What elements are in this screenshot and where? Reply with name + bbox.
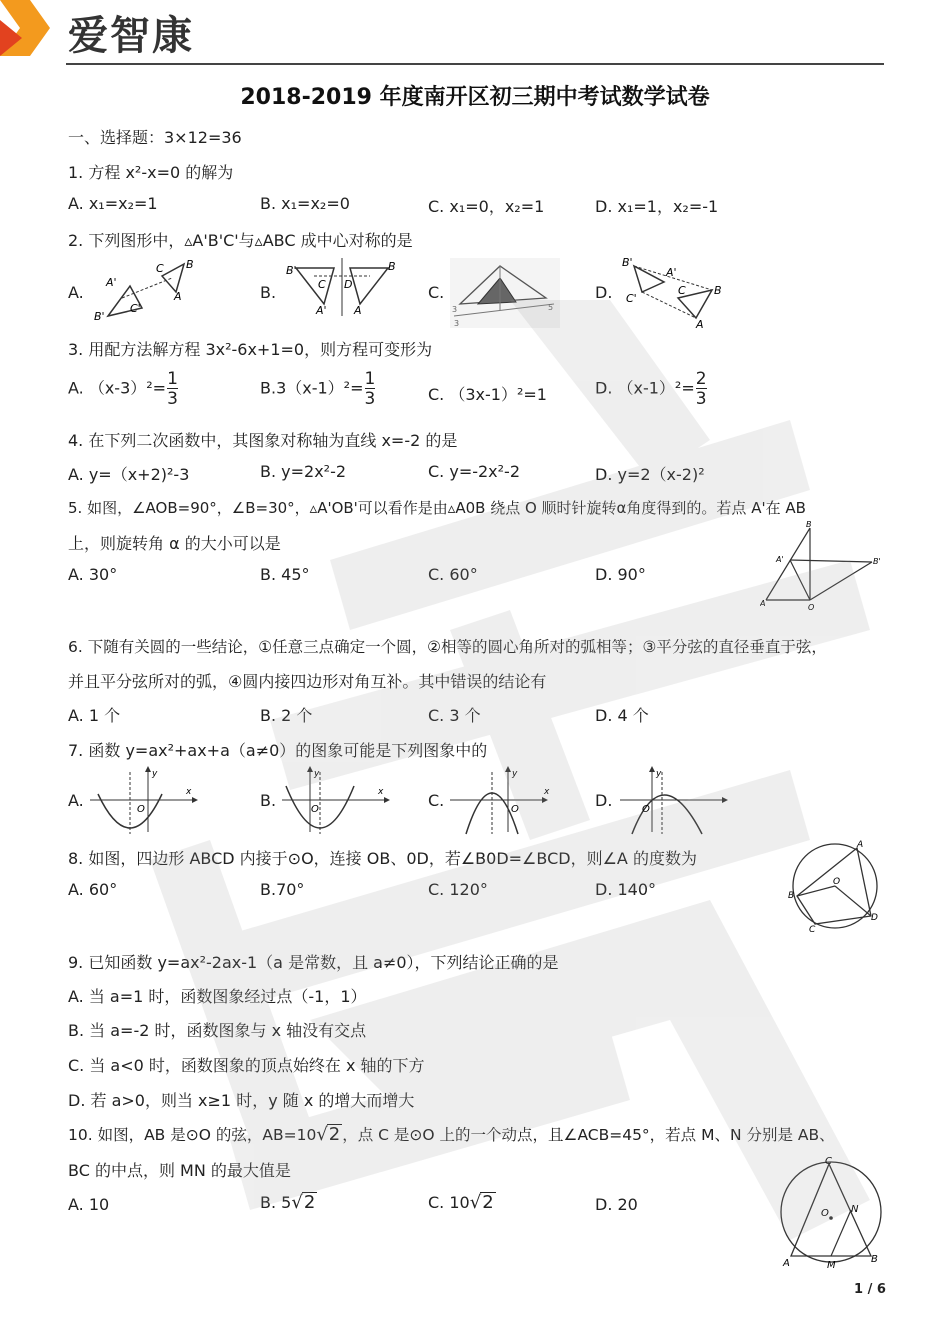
q3-option-a [68,370,178,408]
axis-label: x [544,787,550,797]
q5-option-d: D. 90° [595,565,646,584]
q2d-label: A [696,318,704,330]
q8-label: C [809,925,816,934]
q10-option-d: D. 20 [595,1195,638,1214]
q2a-label: A [174,290,182,303]
q2b-label: B [388,260,396,273]
q10-option-b-text: B. 5 [260,1193,292,1212]
q3-option-d-text: D. （x-1）²= [595,378,695,398]
brand-name: 爱智康 [68,13,194,59]
question-10-stem: 10. 如图，AB 是⊙O 的弦，AB=10√2 ，点 C 是⊙O 上的一个动点，且∠ACB=45°，若点 M、N 分别是 AB、 [68,1124,835,1145]
q8-option-c: C. 120° [428,880,488,899]
q7-graph-b [280,766,390,836]
radicand: 2 [303,1192,316,1213]
q7-option-d: D. [595,791,613,810]
q7-option-a: A. [68,791,84,810]
fraction [167,370,178,408]
q3-option-a-text: A. （x-3）²= [68,378,167,398]
q6-option-a: A. 1 个 [68,706,121,725]
question-6-stem-cont: 并且平分弦所对的弧，④圆内接四边形对角互补。其中错误的结论有 [68,672,547,691]
q8-option-a: A. 60° [68,880,118,899]
q8-option-d: D. 140° [595,880,657,899]
page-title: 2018-2019 年度南开区初三期中考试数学试卷 [240,85,710,110]
q1-option-d: D. x₁=1，x₂=-1 [595,197,719,216]
q4-option-a: A. y=（x+2)²-3 [68,465,190,484]
q2-option-a: A. [68,283,84,302]
q2d-label: C [678,284,686,297]
q9-option-d: D. 若 a>0，则当 x≥1 时，y 随 x 的增大而增大 [68,1091,415,1110]
q2-figure-a [92,256,202,324]
header-divider [66,63,884,65]
question-5-stem: 5. 如图，∠AOB=90°，∠B=30°，▵A'OB'可以看作是由▵A0B 绕点 O 顺时针旋转α角度得到的。若点 A'在 AB [68,499,806,517]
axis-label: x [378,787,384,797]
q9-option-b: B. 当 a=-2 时，函数图象与 x 轴没有交点 [68,1021,367,1040]
numerator: 1 [364,369,376,389]
fraction [696,370,707,408]
q2b-label: A [354,304,362,317]
q2c-label: 3 [452,305,458,314]
question-5-stem-cont: 上，则旋转角 α 的大小可以是 [68,534,281,553]
q2c-label: 3 [454,319,460,328]
q3-option-b-text: B.3（x-1）²= [260,378,364,398]
q10-option-c-text: C. 10 [428,1193,470,1212]
q1-option-c: C. x₁=0，x₂=1 [428,197,545,216]
q3-option-c: C. （3x-1）²=1 [428,385,547,404]
q2b-label: A' [316,304,327,317]
q10-stem-part: 10. 如图，AB 是⊙O 的弦，AB=10 [68,1126,317,1144]
axis-label: x [186,787,192,797]
denominator: 3 [695,389,707,409]
q2-option-c: C. [428,283,445,302]
question-10-stem-cont: BC 的中点，则 MN 的最大值是 [68,1161,291,1180]
radicand: 2 [328,1124,341,1145]
numerator: 2 [695,369,707,389]
question-1-stem: 1. 方程 x²-x=0 的解为 [68,163,234,182]
axis-label: y [656,769,662,779]
q10-label: B [871,1254,878,1265]
q2a-label: A' [106,276,117,289]
fraction [365,370,376,408]
page-number: 1 / 6 [854,1282,886,1297]
axis-label: O [511,804,519,815]
q1-option-b: B. x₁=x₂=0 [260,194,350,213]
q5-option-a: A. 30° [68,565,118,584]
axis-label: O [311,804,319,815]
question-8-stem: 8. 如图，四边形 ABCD 内接于⊙O，连接 OB、0D，若∠B0D=∠BCD，则∠A 的度数为 [68,849,697,868]
question-4-stem: 4. 在下列二次函数中，其图象对称轴为直线 x=-2 的是 [68,431,458,450]
axis-label: O [137,804,145,815]
q4-option-b: B. y=2x²-2 [260,462,347,481]
q10-stem-part: ，点 C 是⊙O 上的一个动点，且∠ACB=45°，若点 M、N 分别是 AB、 [342,1126,835,1144]
axis-label: y [152,769,158,779]
q3-option-d [595,370,707,408]
question-9-stem: 9. 已知函数 y=ax²-2ax-1（a 是常数，且 a≠0），下列结论正确的是 [68,953,559,972]
q2-figure-d [620,256,730,330]
q2c-label: 5 [548,303,554,312]
q5-label: O [808,603,815,612]
q10-label: A [783,1258,790,1269]
q7-graph-a [88,766,198,836]
q7-option-b: B. [260,791,277,810]
q2b-label: B' [286,264,297,277]
q8-label: O [833,877,841,887]
q4-option-c: C. y=-2x²-2 [428,462,521,481]
q2b-label: D [344,278,353,291]
q9-option-c: C. 当 a<0 时，函数图象的顶点始终在 x 轴的下方 [68,1056,425,1075]
q10-option-c: C. 10√2 [428,1192,494,1213]
q2a-label: B [186,258,194,271]
q8-figure [785,838,885,934]
q2-option-b: B. [260,283,277,302]
q6-option-b: B. 2 个 [260,706,313,725]
q2b-label: C [318,278,326,291]
q7-option-c: C. [428,791,445,810]
q2d-label: B' [622,256,633,269]
question-7-stem: 7. 函数 y=ax²+ax+a（a≠0）的图象可能是下列图象中的 [68,741,488,760]
q10-label: M [827,1260,836,1270]
q8-label: B [788,891,795,901]
q7-graph-c [448,766,558,836]
q5-option-b: B. 45° [260,565,310,584]
q2a-label: C' [130,302,141,315]
q3-option-b [260,370,375,408]
section-heading: 一、选择题：3×12=36 [68,128,242,147]
q10-option-b: B. 5√2 [260,1192,316,1213]
q4-option-d: D. y=2（x-2)² [595,465,705,484]
q10-figure [775,1156,887,1270]
q1-option-a: A. x₁=x₂=1 [68,194,158,213]
question-3-stem: 3. 用配方法解方程 3x²-6x+1=0，则方程可变形为 [68,340,433,359]
q2d-label: C' [626,292,637,305]
q6-option-d: D. 4 个 [595,706,649,725]
q5-label: B' [873,557,881,566]
q5-label: A [760,599,766,608]
axis-label: y [314,769,320,779]
question-2-stem: 2. 下列图形中，▵A'B'C'与▵ABC 成中心对称的是 [68,231,413,250]
axis-label: y [512,769,518,779]
q2-figure-c [450,258,560,328]
q2-figure-b [284,256,400,320]
q8-option-b: B.70° [260,880,305,899]
q5-option-c: C. 60° [428,565,478,584]
question-6-stem: 6. 下随有关圆的一些结论，①任意三点确定一个圆，②相等的圆心角所对的弧相等；③平分弦的直径垂直于弦， [68,638,827,656]
radicand: 2 [482,1192,494,1213]
q10-label: C [825,1156,832,1167]
q8-label: D [871,913,878,923]
q10-label: O [821,1208,829,1219]
q5-label: A' [776,555,784,564]
brand-logo-icon [0,0,56,56]
q2-option-d: D. [595,283,613,302]
q8-label: A [857,840,864,850]
q10-option-a: A. 10 [68,1195,110,1214]
q2a-label: C [156,262,164,275]
denominator: 3 [167,389,178,409]
q10-label: N [851,1204,859,1215]
q7-graph-d [618,766,728,836]
q2a-label: B' [94,310,105,323]
q6-option-c: C. 3 个 [428,706,481,725]
q2d-label: B [714,284,722,297]
q5-label: B [806,520,812,529]
q9-option-a: A. 当 a=1 时，函数图象经过点（-1，1） [68,987,367,1006]
q5-figure [760,520,884,612]
q2d-label: A' [666,266,677,279]
axis-label: O [642,804,650,815]
denominator: 3 [364,389,376,409]
numerator: 1 [167,369,178,389]
